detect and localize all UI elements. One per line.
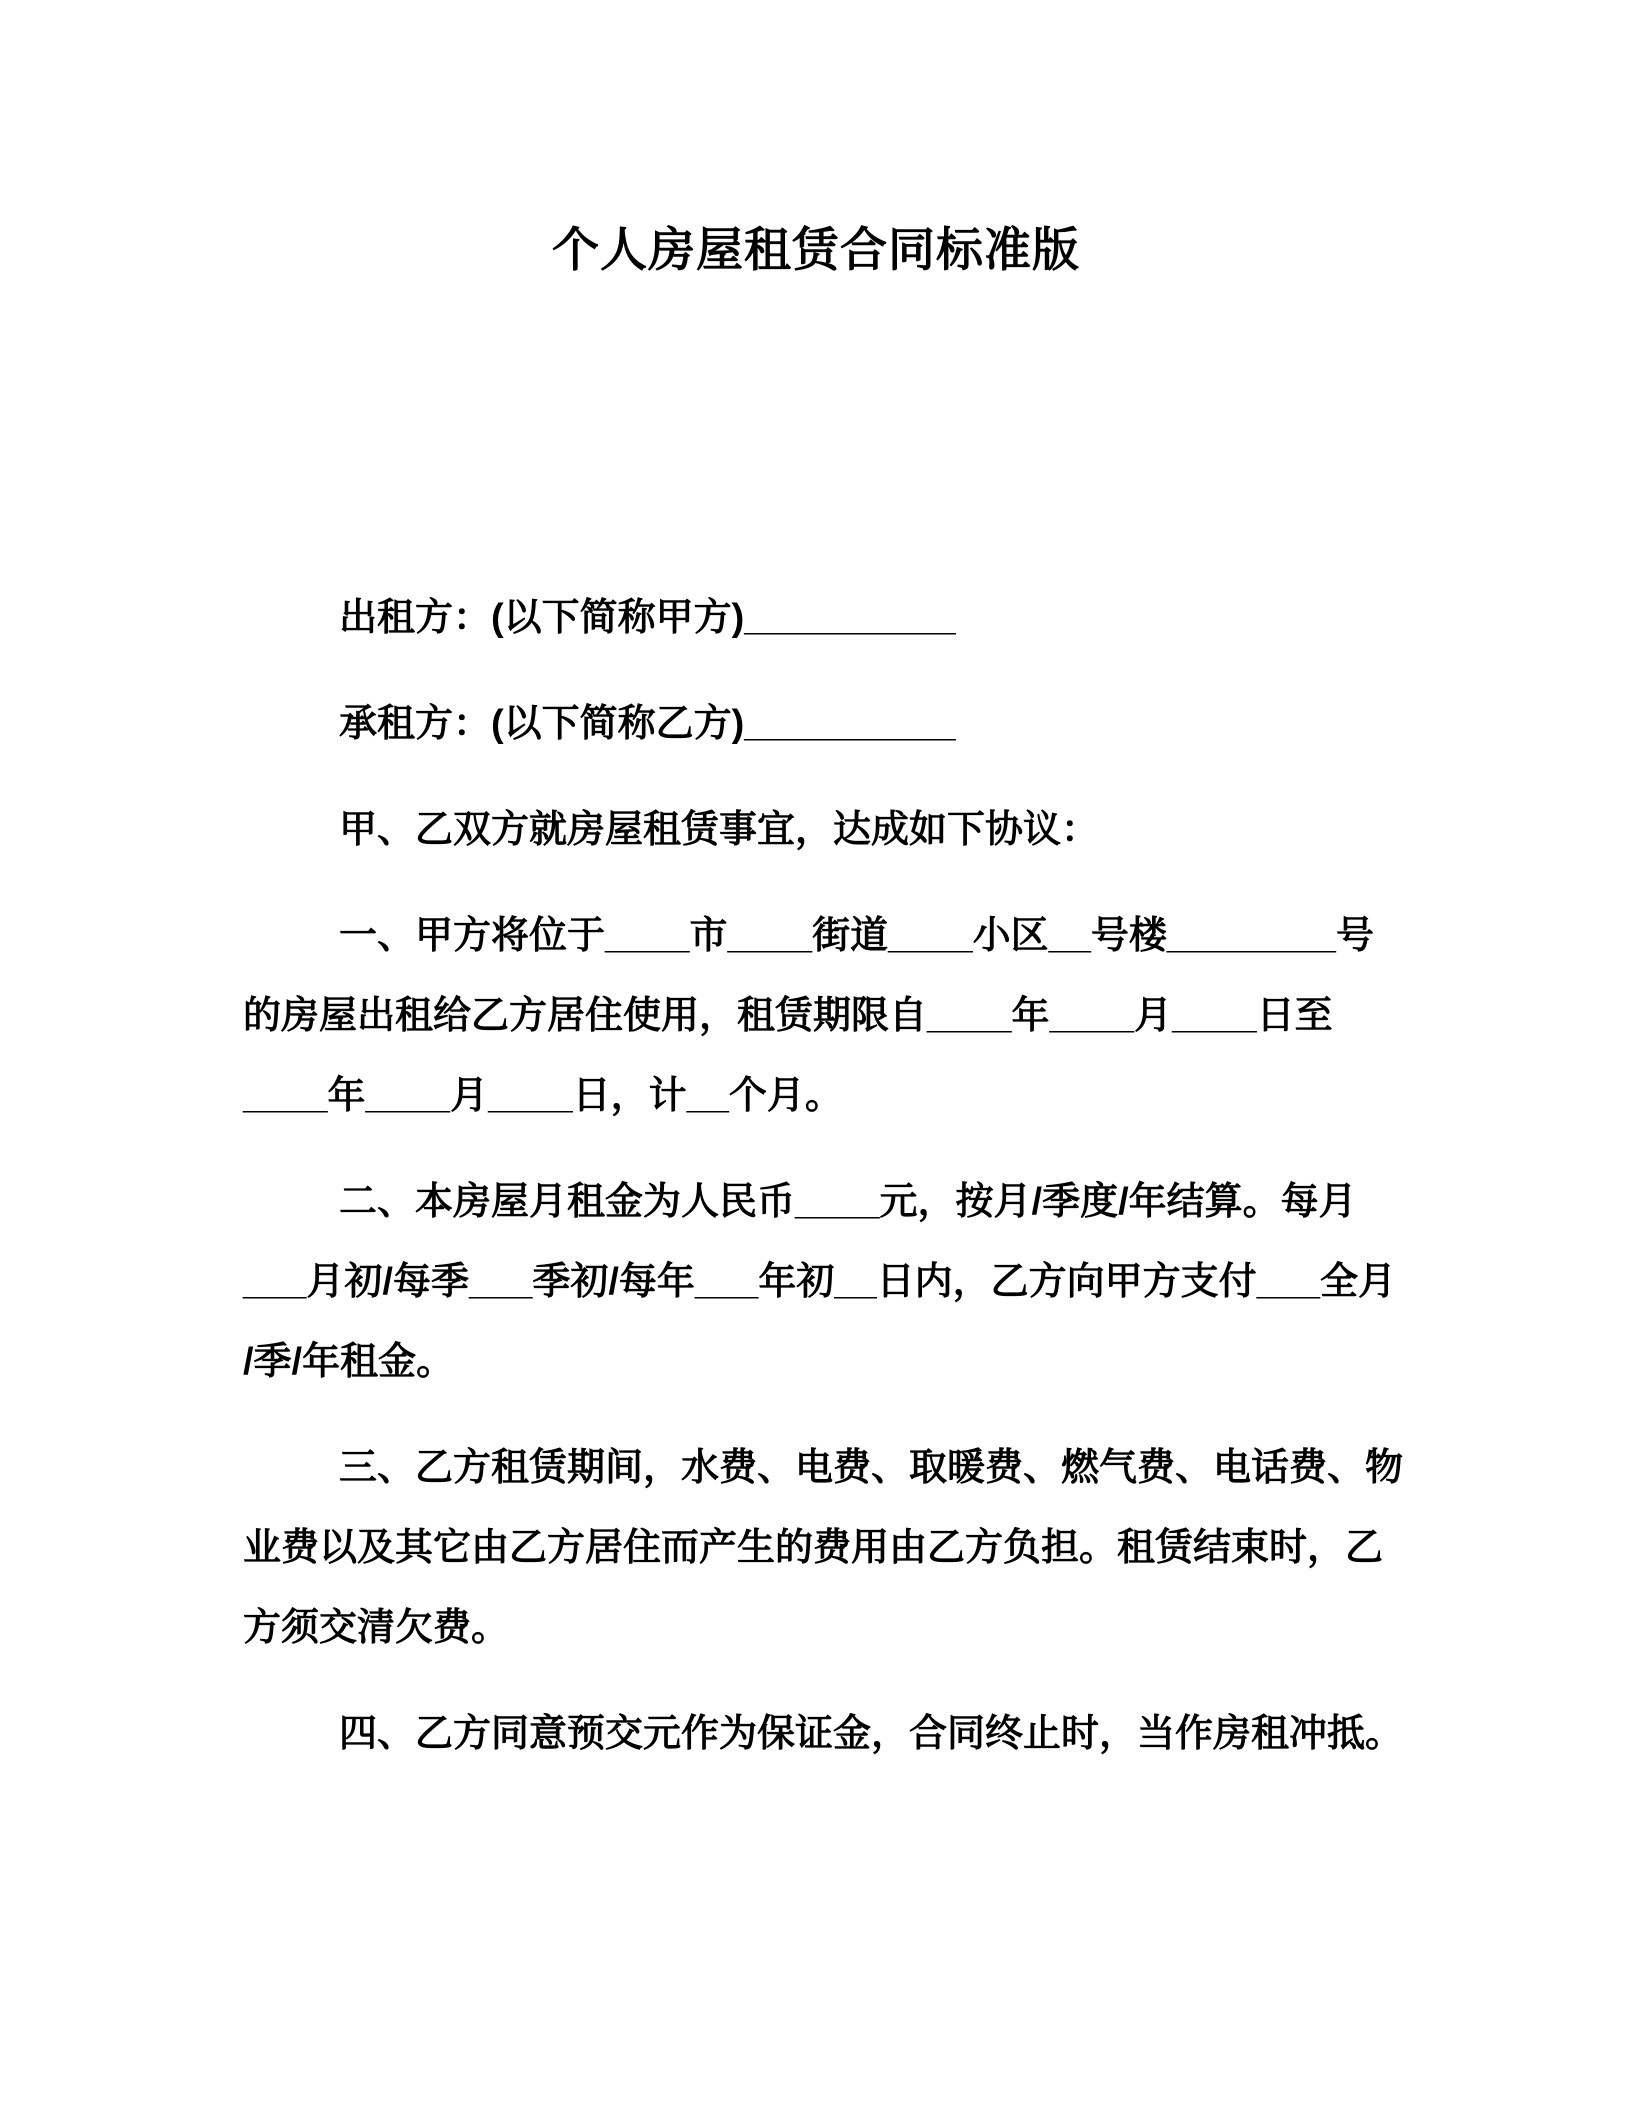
paragraph-lessee [243,684,1400,764]
clause-2-line-1: 二、本房屋月租金为人民币____元，按月/季度/年结算。每月 [339,1181,1357,1223]
clause-1-line-1: 一、甲方将位于____市____街道____小区__号楼________号 [339,915,1374,957]
clause-2-line-2: ___月初/每季___季初/每年___年初__日内，乙方向甲方支付___全月 [243,1261,1396,1303]
lessor-text-line: 出租方：(以下简称甲方)__________ [339,597,956,639]
clause-1-line-2: 的房屋出租给乙方居住使用，租赁期限自____年____月____日至 [243,995,1333,1037]
clause-2-line-3: /季/年租金。 [243,1341,455,1383]
document-title: 个人房屋租赁合同标准版 [552,223,1080,276]
clause-1-line-3: ____年____月____日，计__个月。 [243,1075,843,1117]
paragraph-clause-2 [243,1162,1400,1402]
paragraph-clause-4 [243,1694,1404,1774]
clause-3-line-1: 三、乙方租赁期间，水费、电费、取暖费、燃气费、电话费、物 [339,1447,1404,1489]
clause-3-line-3: 方须交清欠费。 [243,1607,510,1649]
paragraph-lessor [243,578,1400,658]
preamble-text-line: 甲、乙双方就房屋租赁事宜，达成如下协议： [339,809,1100,851]
document-body [243,578,1404,1774]
paragraph-clause-3 [243,1428,1404,1668]
paragraph-clause-1 [243,896,1400,1136]
clause-3-line-2: 业费以及其它由乙方居住而产生的费用由乙方负担。租赁结束时，乙 [243,1527,1384,1569]
lessee-text-line: 承租方：(以下简称乙方)__________ [339,703,956,745]
paragraph-preamble [243,790,1400,870]
clause-4-line-1: 四、乙方同意预交元作为保证金，合同终止时，当作房租冲抵。 [339,1713,1404,1755]
